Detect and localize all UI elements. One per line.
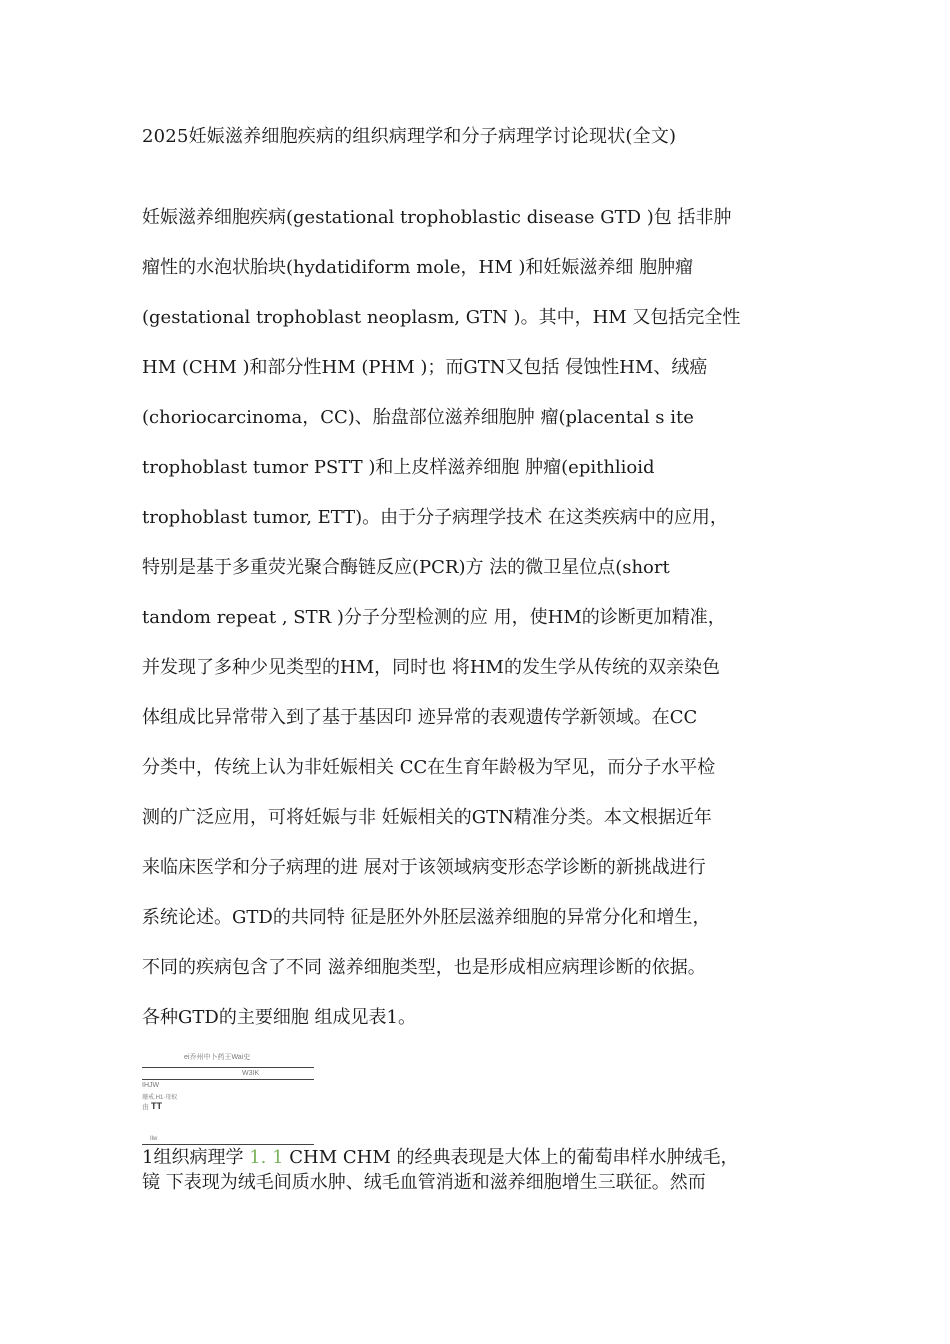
table-1-figure [142, 1050, 314, 1145]
paragraph-line: 妊娠滋养细胞疾病(gestational trophoblastic disease GTD )包 括非肿 [142, 207, 732, 228]
paragraph-line: 体组成比异常带入到了基于基因印 迹异常的表观遗传学新领域。在CC [142, 707, 698, 728]
paragraph-line: 各种GTD的主要细胞 组成见表1。 [142, 1007, 416, 1028]
paragraph-line: tandom repeat , STR )分子分型检测的应 用，使HM的诊断更加精准， [142, 607, 726, 628]
paragraph-line: (gestational trophoblast neoplasm, GTN )。其中，HM 又包括完全性 [142, 307, 741, 328]
paragraph-line: trophoblast tumor, ETT)。由于分子病理学技术 在这类疾病中的应用， [142, 507, 728, 528]
document-title: 2025妊娠滋养细胞疾病的组织病理学和分子病理学讨论现状(全文) [142, 126, 677, 147]
paragraph-line: 不同的疾病包含了不同 滋养细胞类型，也是形成相应病理诊断的依据。 [142, 957, 706, 978]
paragraph-line: 系统论述。GTD的共同特 征是胚外外胚层滋养细胞的异常分化和增生， [142, 907, 711, 928]
section-histopathology [142, 1145, 842, 1195]
paragraph-line: 测的广泛应用，可将妊娠与非 妊娠相关的GTN精准分类。本文根据近年 [142, 807, 712, 828]
paragraph-line: 瘤性的水泡状胎块(hydatidiform mole，HM )和妊娠滋养细 胞肿瘤 [142, 257, 694, 278]
table-header: W3IK [242, 1070, 260, 1077]
paragraph-line: 特别是基于多重荧光聚合酶链反应(PCR)方 法的微卫星位点(short [142, 557, 670, 578]
table-row-bold: TT [150, 1101, 162, 1111]
table-top-rule [142, 1067, 314, 1068]
intro-paragraph [142, 200, 832, 1050]
paragraph-line: 并发现了多种少见类型的HM，同时也 将HM的发生学从传统的双亲染色 [142, 657, 720, 678]
table-header-rule [142, 1079, 314, 1080]
paragraph-line: (choriocarcinoma，CC)、胎盘部位滋养细胞肿 瘤(placental s ite [142, 407, 694, 428]
paragraph-line: 来临床医学和分子病理的进 展对于该领域病变形态学诊断的新挑战进行 [142, 857, 706, 878]
table-row-prefix: 由 [142, 1104, 149, 1111]
table-row: IHJW [142, 1082, 160, 1089]
table-row [142, 1101, 162, 1112]
table-footer: Ilw [150, 1136, 158, 1142]
table-row: 珊戒.H1·母蚁 [142, 1095, 178, 1101]
section-text: CHM CHM 的经典表现是大体上的葡萄串样水肿绒毛， [283, 1147, 739, 1168]
section-heading: 1组织病理学 [142, 1147, 250, 1168]
table-caption: ei乔州中卜药王Wai史 [184, 1054, 251, 1061]
section-line [142, 1145, 842, 1170]
paragraph-line: 分类中，传统上认为非妊娠相关 CC在生育年龄极为罕见，而分子水平检 [142, 757, 716, 778]
subsection-number: 1. 1 [249, 1147, 284, 1168]
paragraph-line: HM (CHM )和部分性HM (PHM )；而GTN又包括 侵蚀性HM、绒癌 [142, 357, 708, 378]
section-line: 镜 下表现为绒毛间质水肿、绒毛血管消逝和滋养细胞增生三联征。然而 [142, 1172, 706, 1193]
paragraph-line: trophoblast tumor PSTT )和上皮样滋养细胞 肿瘤(epithlioid [142, 457, 655, 478]
